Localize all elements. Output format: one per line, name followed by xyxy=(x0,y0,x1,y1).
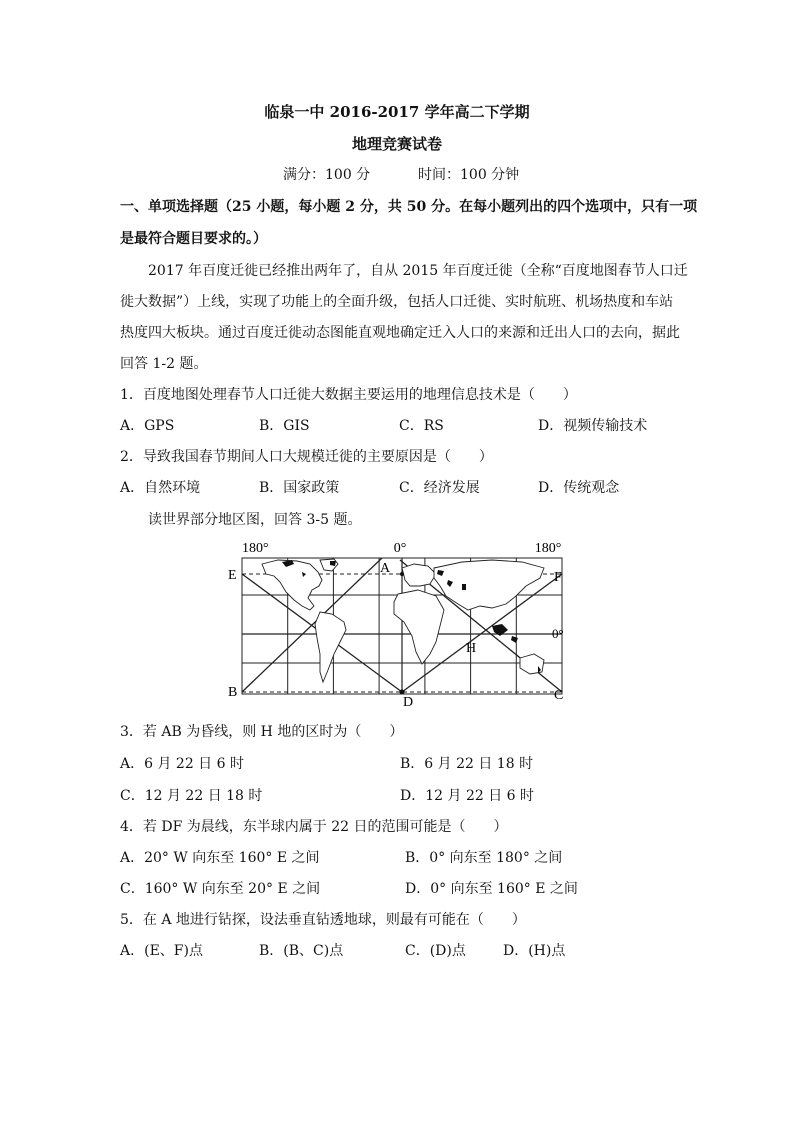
full-score: 满分：100 分 xyxy=(283,167,371,183)
australia-shape xyxy=(520,654,544,674)
exam-title: 地理竞赛试卷 xyxy=(351,135,442,153)
greenland-shape xyxy=(320,559,338,571)
point-label-c: C xyxy=(554,688,564,703)
passage-line2: 徙大数据”）上线，实现了功能上的全面升级，包括人口迁徙、实时航班、机场热度和车站 xyxy=(120,294,674,310)
q3-stem: 3．若 AB 为昏线，则 H 地的区时为（ ） xyxy=(120,724,404,740)
q4-option-d: D．0° 向东至 160° E 之间 xyxy=(405,881,578,897)
world-map-figure xyxy=(222,534,582,710)
q3-option-a: A．6 月 22 日 6 时 xyxy=(120,756,244,772)
q4-option-b: B．0° 向东至 180° 之间 xyxy=(405,850,563,866)
point-label-e: E xyxy=(228,568,237,583)
q5-stem: 5．在 A 地进行钻探，设法垂直钻透地球，则最有可能在（ ） xyxy=(120,912,526,928)
school-title: 临泉一中 2016-2017 学年高二下学期 xyxy=(264,103,530,121)
passage-line3: 热度四大板块。通过百度迁徙动态图能直观地确定迁入人口的来源和迁出人口的去向，据此 xyxy=(120,325,680,341)
q1-stem: 1．百度地图处理春节人口迁徙大数据主要运用的地理信息技术是（ ） xyxy=(120,387,577,403)
q3-option-c: C．12 月 22 日 18 时 xyxy=(120,788,263,804)
section-heading-line2: 是最符合题目要求的。） xyxy=(120,231,267,247)
q1-option-d: D．视频传输技术 xyxy=(538,418,648,434)
section-heading-line1: 一、单项选择题（25 小题，每小题 2 分，共 50 分。在每小题列出的四个选项中，只有一项 xyxy=(120,199,698,215)
q2-stem: 2．导致我国春节期间人口大规模迁徙的主要原因是（ ） xyxy=(120,449,493,465)
q1-option-a: A．GPS xyxy=(120,418,175,434)
point-label-d: D xyxy=(403,695,414,710)
map-intro: 读世界部分地区图，回答 3-5 题。 xyxy=(148,512,362,528)
lon-label-180-left: 180° xyxy=(242,541,269,556)
q1-option-c: C．RS xyxy=(399,418,444,434)
q4-option-c: C．160° W 向东至 20° E 之间 xyxy=(120,881,321,897)
q5-option-a: A．(E、F)点 xyxy=(120,943,203,959)
q1-option-b: B．GIS xyxy=(259,418,310,434)
europe-shape xyxy=(402,564,436,586)
q3-option-d: D．12 月 22 日 6 时 xyxy=(400,788,535,804)
q5-option-b: B．(B、C)点 xyxy=(259,943,344,959)
point-label-f: F xyxy=(554,570,562,585)
point-label-b: B xyxy=(228,685,238,700)
q4-option-a: A．20° W 向东至 160° E 之间 xyxy=(120,850,320,866)
lon-label-180-right: 180° xyxy=(534,541,562,556)
q3-option-b: B．6 月 22 日 18 时 xyxy=(400,756,534,772)
q2-option-d: D．传统观念 xyxy=(538,480,620,496)
point-label-h: H xyxy=(466,641,477,656)
q5-option-d: D．(H)点 xyxy=(503,943,566,959)
lon-label-0: 0° xyxy=(393,541,407,556)
q4-stem: 4．若 DF 为晨线，东半球内属于 22 日的范围可能是（ ） xyxy=(120,819,508,835)
north-america-shape xyxy=(262,560,322,610)
lat-label-equator: 0° xyxy=(552,626,564,641)
passage-line4: 回答 1-2 题。 xyxy=(120,356,208,372)
q2-option-c: C．经济发展 xyxy=(399,480,480,496)
passage-line1: 2017 年百度迁徙已经推出两年了，自从 2015 年百度迁徙（全称“百度地图春节人口迁 xyxy=(148,263,688,279)
q2-option-a: A．自然环境 xyxy=(120,480,201,496)
q5-option-c: C．(D)点 xyxy=(405,943,466,959)
exam-time: 时间：100 分钟 xyxy=(418,167,520,183)
point-label-a: A xyxy=(380,561,391,576)
q2-option-b: B．国家政策 xyxy=(259,480,340,496)
